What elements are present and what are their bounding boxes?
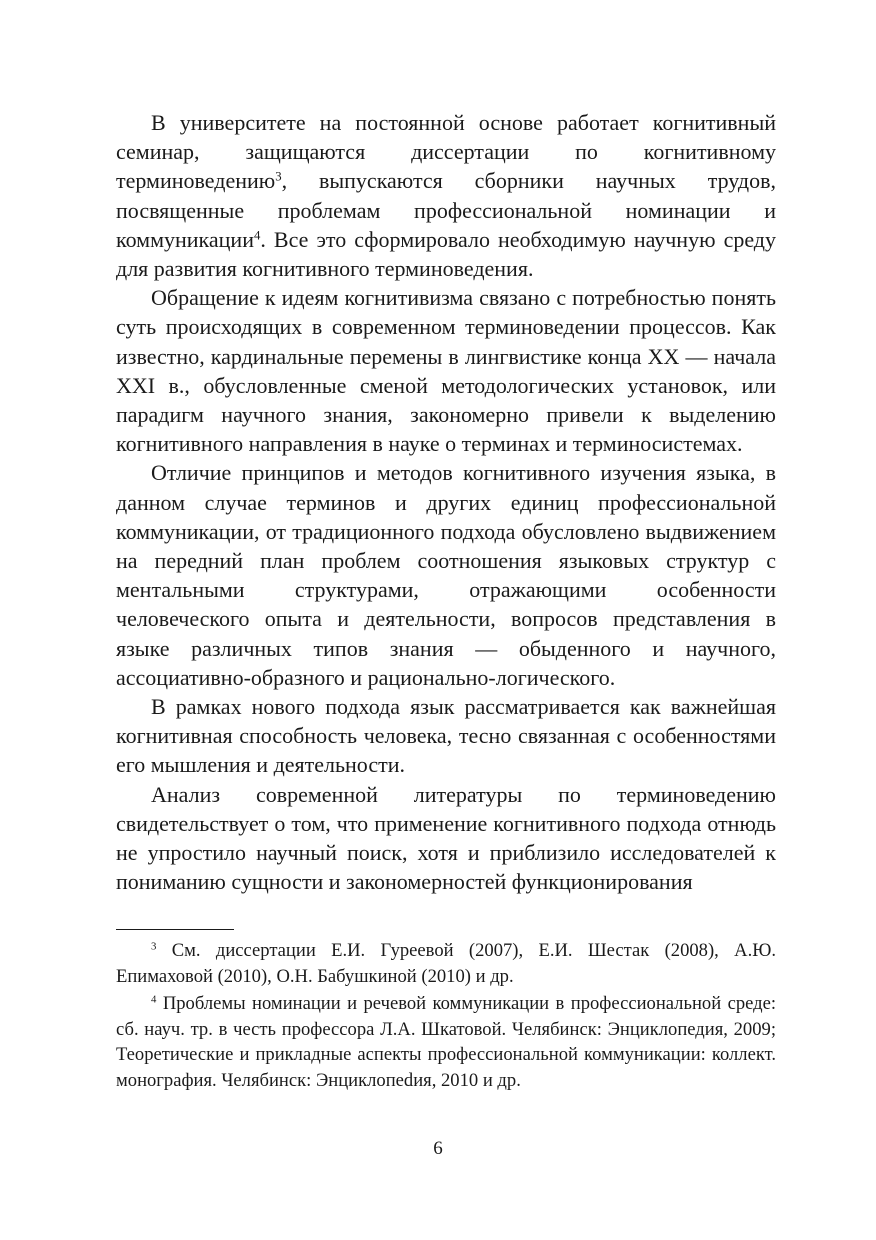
- footnote-divider: [116, 929, 234, 930]
- paragraph-1-text-b: , выпускаются сборники научных трудов, посвященные проблемам профессиональной номинации и коммуникации: [116, 168, 776, 252]
- body-text: [116, 108, 776, 896]
- paragraph-3: Отличие принципов и методов когнитивного изучения языка, в данном случае терминов и других единиц профессиональной коммуникации, от традиционного подхода обусловлено выдвижением на передний план проблем соотношения языковых структур с ментальными структурами, отражающими особенности человеческого опыта и деятельности, вопросов представления в языке различных типов знания — обыденного и научного, ассоциативно-образного и рационально-логического.: [116, 460, 776, 690]
- paragraph-4: В рамках нового подхода язык рассматривается как важнейшая когнитивная способность человека, тесно связанная с особенностями его мышления и деятельности.: [116, 694, 776, 778]
- footnote-4: [116, 991, 776, 1093]
- footnote-4-text: Проблемы номинации и речевой коммуникации в профессиональной среде: сб. науч. тр. в честь профессора Л.А. Шкатовой. Челябинск: Энциклопедия, 2009; Теоретические и прикладные аспекты профессиональной коммуникации: коллект. монография. Челябинск: Энциклопеdия, 2010 и др.: [116, 993, 776, 1091]
- paragraph-1-text-a: В университете на постоянной основе работает когнитивный семинар, защищаются диссертации по когнитивному терминоведению: [116, 110, 776, 194]
- paragraph-1-text-c: . Все это сформировало необходимую научную среду для развития когнитивного терминоведения.: [116, 226, 776, 282]
- footnotes: [116, 938, 776, 1093]
- paragraph-5: Анализ современной литературы по терминоведению свидетельствует о том, что применение когнитивного подхода отнюдь не упростило научный поиск, хотя и приблизило исследователей к пониманию сущности и закономерностей функционирования: [116, 781, 776, 895]
- paragraph-2: Обращение к идеям когнитивизма связано с потребностью понять суть происходящих в современном терминоведении процессов. Как известно, кардинальные перемены в лингвистике конца XX — начала XXI в., обусловленные сменой методологических установок, или парадигм научного знания, закономерно привели к выделению когнитивного направления в науке о терминах и терминосистемах.: [116, 285, 776, 457]
- footnote-marker-4: 4: [151, 994, 157, 1007]
- page-number: 6: [433, 1138, 443, 1159]
- footnote-3: [116, 938, 776, 989]
- footnote-marker-3: 3: [151, 941, 157, 954]
- footnote-ref-3[interactable]: 3: [275, 169, 282, 184]
- footnote-ref-4[interactable]: 4: [253, 228, 261, 243]
- paragraph-1: [116, 108, 776, 283]
- footnote-3-text: См. диссертации Е.И. Гуреевой (2007), Е.И. Шестак (2008), А.Ю. Епимаховой (2010), О.Н. Бабушкиной (2010) и др.: [116, 940, 776, 987]
- book-page: [116, 108, 776, 1093]
